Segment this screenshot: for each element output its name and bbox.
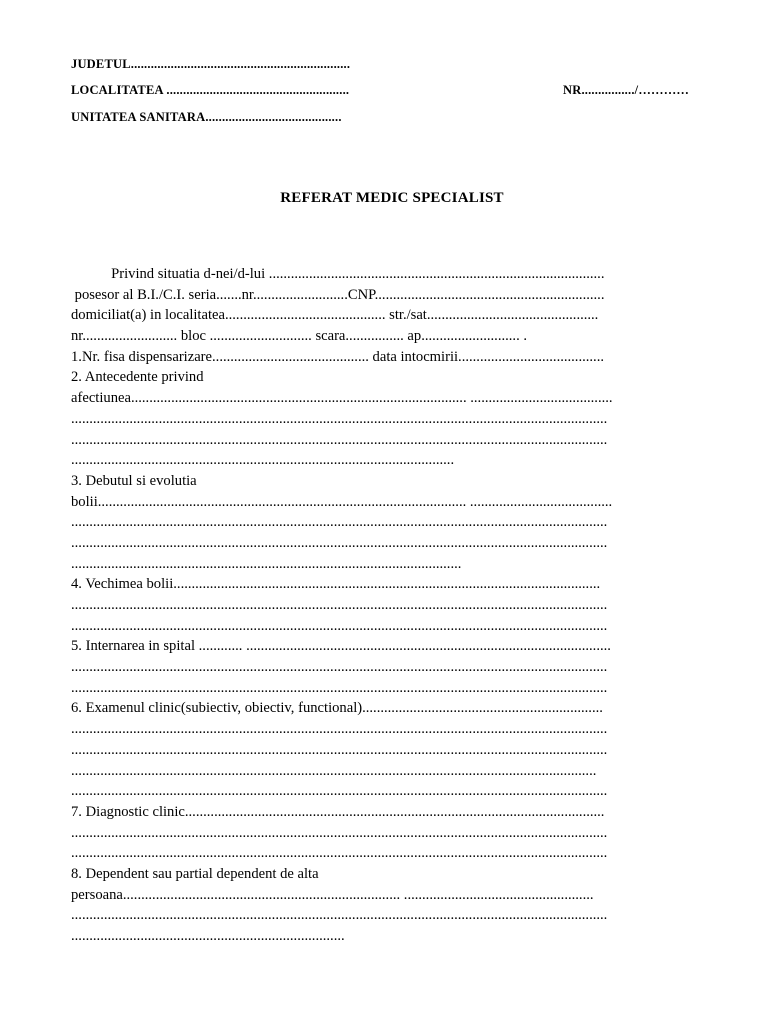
localitate-field: LOCALITATEA ....................................................... [71,83,350,97]
form-line: ................................................................................................................................................... [71,597,608,613]
section-heading: 6. Examenul clinic(subiectiv, obiectiv, functional).................................................................. [71,700,603,717]
form-line: ......................................................................................................... [71,452,455,469]
document-title: REFERAT MEDIC SPECIALIST [280,190,504,206]
section-heading: 4. Vechimea bolii..................................................................................................................... [71,576,601,593]
form-line: ................................................................................................................................................... [71,659,608,676]
form-line: posesor al B.I./C.I. seria.......nr..........................CNP............................................................... [71,286,605,303]
nr-field: NR................/………… [563,83,690,97]
form-line: ................................................................................................................................................... [71,845,608,862]
form-line: afectiunea............................................................................................ ....................................... [71,390,613,407]
section-heading: 7. Diagnostic clinic................................................................................................................... [71,803,605,820]
section-heading: 5. Internarea in spital ............ .................................................................................................... [71,638,611,655]
form-line: ................................................................................................................................................... [71,617,608,634]
form-line: ................................................................................................................................................... [71,907,608,924]
form-line: ................................................................................................................................................... [71,534,608,551]
form-body [71,264,716,947]
form-line: 1.Nr. fisa dispensarizare........................................... data intocmirii........................................ [71,348,604,365]
form-line: ................................................................................................................................................... [71,741,608,758]
form-line: ................................................................................................................................................... [71,410,608,427]
form-line: Privind situatia d-nei/d-lui ............................................................................................ [71,266,605,282]
form-line: domiciliat(a) in localitatea............................................ str./sat............................................... [71,307,599,324]
section-heading: 8. Dependent sau partial dependent de alta [71,865,319,882]
form-line: ........................................................................... [71,928,345,944]
section-heading: 2. Antecedente privind [71,369,204,386]
form-line: persoana............................................................................ .................................................... [71,886,594,903]
form-line: ................................................................................................................................................ [71,762,597,779]
form-line: ................................................................................................................................................... [71,824,608,841]
form-line: ........................................................................................................... [71,555,462,572]
form-line: ................................................................................................................................................... [71,783,608,800]
judet-field: JUDETUL.................................................................. [71,57,351,71]
form-line: ................................................................................................................................................... [71,514,608,531]
unitate-sanitara-field: UNITATEA SANITARA......................................... [71,110,342,124]
form-line: ................................................................................................................................................... [71,679,608,696]
form-line: bolii..................................................................................................... ....................................... [71,493,613,510]
form-line: ................................................................................................................................................... [71,431,608,448]
form-line: nr.......................... bloc ............................ scara................ ap........................... . [71,328,528,345]
form-line: ................................................................................................................................................... [71,721,608,738]
section-heading: 3. Debutul si evolutia [71,472,197,489]
